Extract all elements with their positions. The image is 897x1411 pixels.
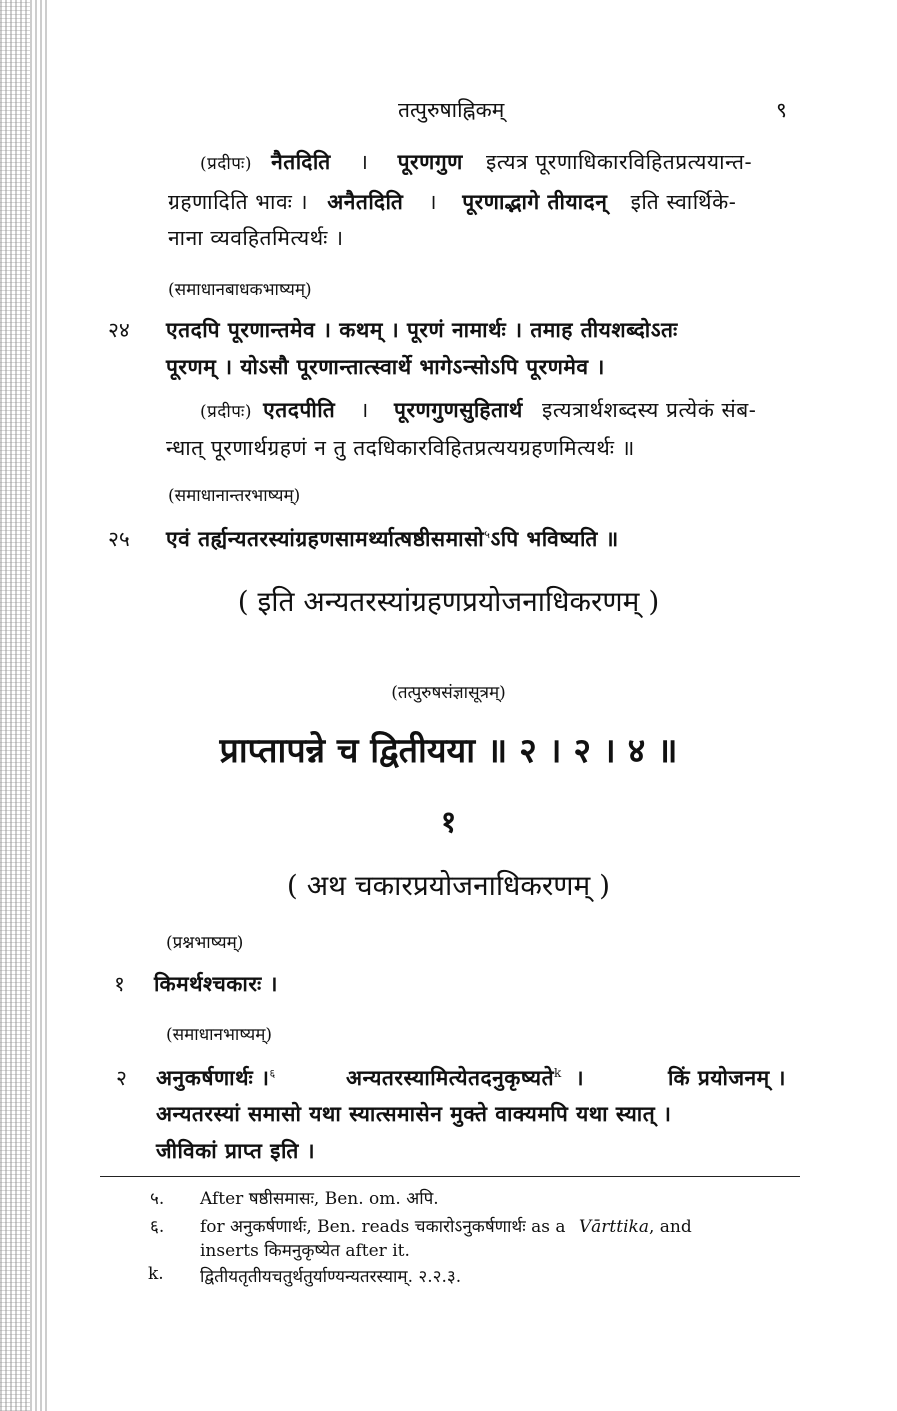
adhikarana-start-heading: ( अथ चकारप्रयोजनाधिकरणम् ) [286, 869, 611, 902]
bhashya-25-line: एवं तर्ह्यन्यतरस्यांग्रहणसामर्थ्यात्षष्ठीसमासो$^५$ऽपि भविष्यति ॥ [166, 526, 619, 551]
footnote-6-text: for अनुकर्षणार्थः, Ben. reads चकारोऽनुकर्षणार्थः as a Vārttika, and [200, 1217, 692, 1237]
bhashya-2-line-3: जीविकां प्राप्त इति । [156, 1138, 316, 1163]
footnote-6-number: ६. [150, 1217, 165, 1237]
bhashya-24-line-2: पूरणम् । योऽसौ पूरणान्तात्स्वार्थे भागेऽन्सोऽपि पूरणमेव । [166, 354, 605, 379]
adhikarana-end-heading: ( इति अन्यतरस्यांग्रहणप्रयोजनाधिकरणम् ) [237, 585, 660, 618]
footnote-marker-k: k [554, 1066, 562, 1080]
page-number: ९ [776, 98, 787, 122]
paragraph-number-2: २ [116, 1066, 127, 1090]
bhashya-1-line: किमर्थश्चकारः । [154, 971, 278, 996]
bhashya-2-line-2: अन्यतरस्यां समासो यथा स्यात्समासेन मुक्ते वाक्यमपि यथा स्यात् । [156, 1101, 672, 1126]
footnote-marker-6: ६ [269, 1067, 276, 1080]
sutra-type-label: (तत्पुरुषसंज्ञासूत्रम्) [391, 683, 506, 703]
paragraph-number-24: २४ [108, 318, 130, 342]
paragraph-number-1: १ [114, 972, 125, 996]
footnote-5-number: ५. [150, 1189, 165, 1209]
footnote-marker-5: ५ [484, 528, 491, 541]
footnote-5-text: After षष्ठीसमासः, Ben. om. अपि. [200, 1189, 439, 1209]
pradipa-paragraph-1-line-3: नाना व्यवहितमित्यर्थः । [168, 226, 344, 250]
footnote-separator [100, 1176, 800, 1177]
footnote-6-text-line-2: inserts किमनुकृष्येत after it. [200, 1241, 410, 1261]
bhashya-2-line-1-part-3: किं प्रयोजनम् । [668, 1065, 787, 1090]
running-header-title: तत्पुरुषाह्निकम् [398, 98, 505, 122]
bhashya-24-line-1: एतदपि पूरणान्तमेव । कथम् । पूरणं नामार्थः । तमाह तीयशब्दोऽतः [166, 317, 678, 342]
pradipa-paragraph-1: (प्रदीपः) नैतदिति । पूरणगुण इत्यत्र पूरणाधिकारविहितप्रत्ययान्त- [200, 149, 753, 174]
footnote-k-text: द्वितीयतृतीयचतुर्थतुर्याण्यन्यतरस्याम्. २.२.३. [200, 1267, 462, 1287]
sutra-heading: प्राप्तापन्ने च द्वितीयया ॥ २ । २ । ४ ॥ [219, 731, 678, 771]
section-label-samadhana: (समाधानभाष्यम्) [166, 1025, 273, 1045]
section-number-heading: १ [440, 805, 457, 840]
bhashya-2-line-1-part-2: अन्यतरस्यामित्येतदनुकृष्यते$^k$ । [346, 1065, 585, 1090]
pradipa-paragraph-2: (प्रदीपः) एतदपीति । पूरणगुणसुहितार्थ इत्यत्रार्थशब्दस्य प्रत्येकं संब- [200, 397, 757, 422]
pradipa-paragraph-1-line-2: ग्रहणादिति भावः । अनैतदिति । पूरणाद्भागे तीयादन् इति स्वार्थिके- [168, 189, 737, 214]
section-label-samadhanantara: (समाधानान्तरभाष्यम्) [168, 486, 301, 506]
binding-edge-texture [0, 0, 30, 1411]
pradipa-paragraph-2-line-2: न्धात् पूरणार्थग्रहणं न तु तदधिकारविहितप्रत्ययग्रहणमित्यर्थः ॥ [166, 436, 635, 460]
footnote-k-number: k. [148, 1264, 164, 1284]
section-label-samadhana-badhaka: (समाधानबाधकभाष्यम्) [168, 280, 312, 300]
bhashya-2-line-1-part-1: अनुकर्षणार्थः ।$^६$ [156, 1065, 276, 1090]
paragraph-number-25: २५ [108, 527, 130, 551]
pradipa-label: (प्रदीपः) [200, 154, 252, 174]
section-label-prashna: (प्रश्नभाष्यम्) [166, 933, 244, 953]
